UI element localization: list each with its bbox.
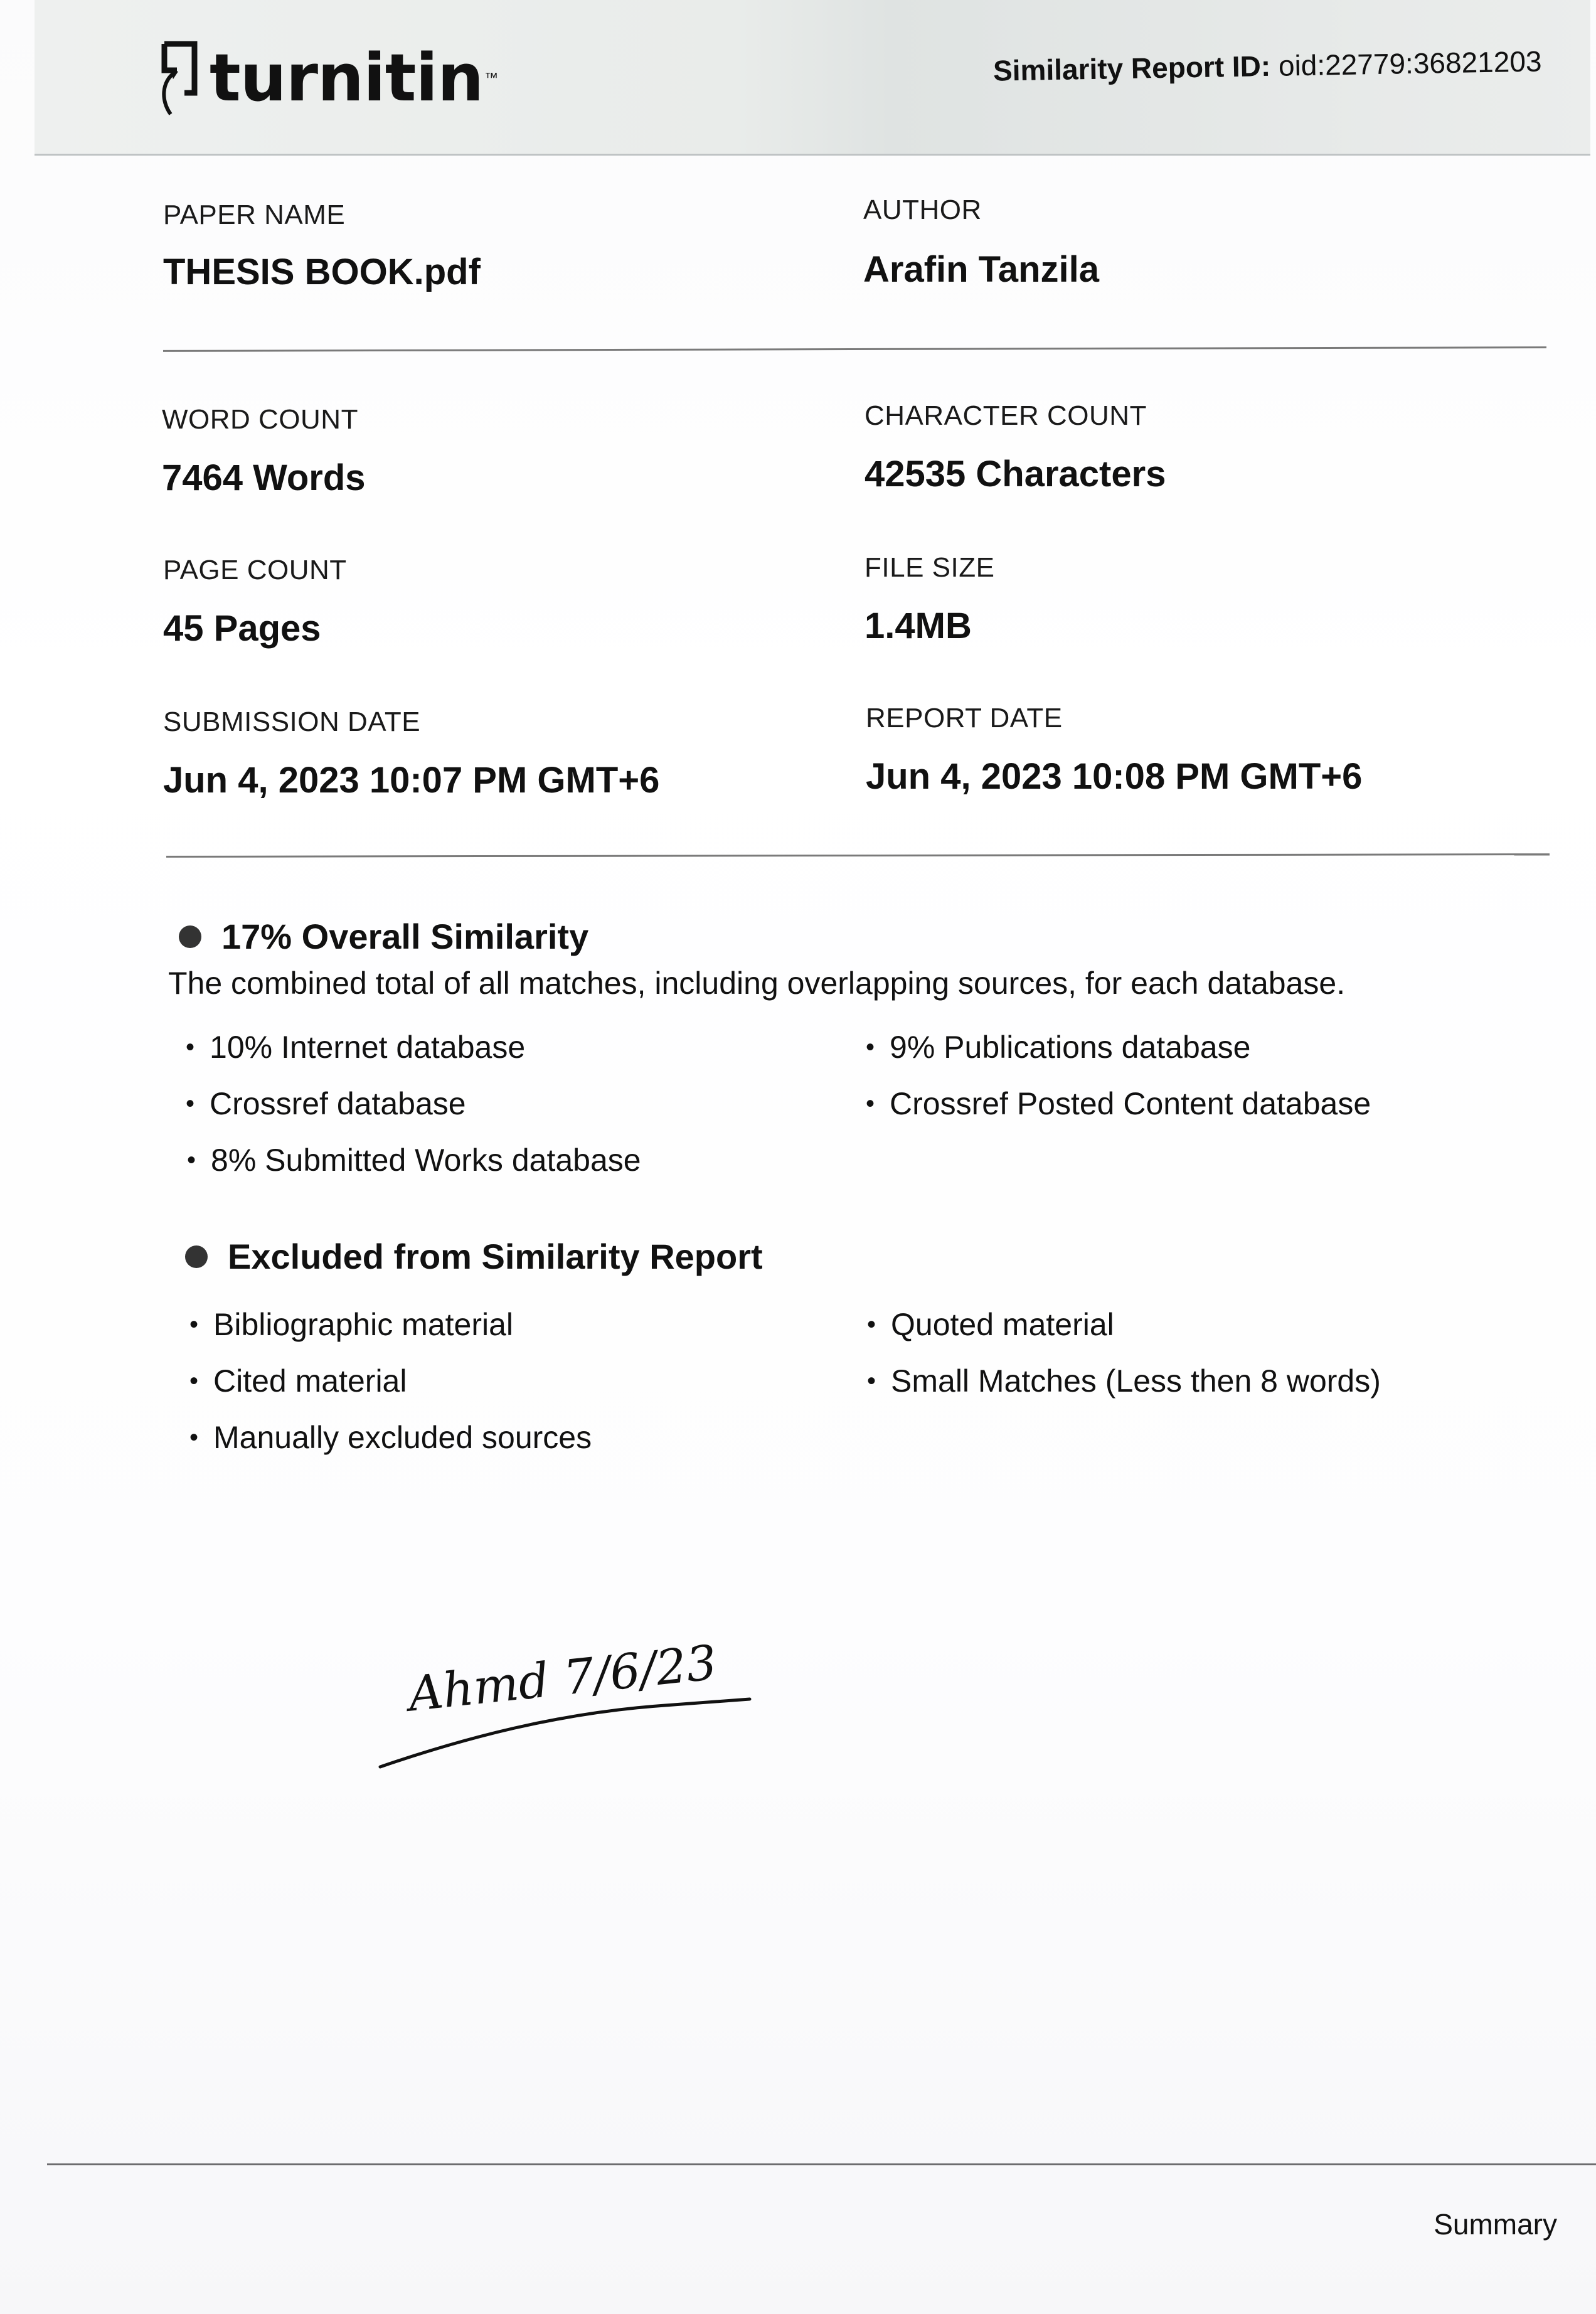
character-count-value: 42535 Characters — [864, 454, 1166, 494]
author-value: Arafin Tanzila — [863, 249, 1099, 290]
submission-date-value: Jun 4, 2023 10:07 PM GMT+6 — [163, 760, 660, 801]
word-count-label: WORD COUNT — [162, 404, 358, 435]
list-item: • Crossref Posted Content database — [866, 1086, 1371, 1121]
paper-name-label: PAPER NAME — [163, 200, 346, 230]
footer-divider — [47, 2163, 1596, 2165]
list-item: • 8% Submitted Works database — [187, 1143, 641, 1178]
list-item: • Quoted material — [867, 1307, 1114, 1342]
word-count-value: 7464 Words — [162, 457, 366, 498]
character-count-label: CHARACTER COUNT — [864, 400, 1147, 431]
list-item: • 10% Internet database — [186, 1030, 526, 1065]
page-count-value: 45 Pages — [163, 608, 321, 649]
list-item: • Small Matches (Less then 8 words) — [867, 1363, 1381, 1399]
divider — [163, 346, 1546, 352]
report-date-value: Jun 4, 2023 10:08 PM GMT+6 — [866, 756, 1363, 797]
turnitin-logo — [158, 38, 498, 118]
author-label: AUTHOR — [863, 195, 982, 225]
divider — [166, 853, 1550, 858]
turnitin-logo-icon — [158, 38, 201, 118]
list-item: • 9% Publications database — [866, 1030, 1251, 1065]
overall-similarity-title: 17% Overall Similarity — [221, 917, 589, 956]
file-size-label: FILE SIZE — [864, 552, 995, 583]
brand-name: turnitin — [210, 40, 484, 116]
list-item: • Crossref database — [186, 1086, 466, 1121]
excluded-heading — [185, 1236, 763, 1277]
list-item: • Cited material — [189, 1363, 407, 1399]
bullet-dot-icon — [185, 1245, 208, 1268]
bullet-dot-icon — [179, 925, 201, 948]
submission-date-label: SUBMISSION DATE — [163, 706, 421, 737]
list-item: • Bibliographic material — [189, 1307, 514, 1342]
paper-name-value: THESIS BOOK.pdf — [163, 252, 481, 292]
page-count-label: PAGE COUNT — [163, 555, 347, 585]
report-id-label: Similarity Report ID: — [993, 49, 1272, 87]
report-date-label: REPORT DATE — [866, 703, 1063, 733]
excluded-title: Excluded from Similarity Report — [228, 1237, 763, 1276]
file-size-value: 1.4MB — [864, 605, 972, 646]
brand-trademark: ™ — [484, 70, 499, 85]
footer-summary-label: Summary — [1434, 2208, 1557, 2241]
handwritten-signature — [370, 1634, 778, 1794]
list-item: • Manually excluded sources — [189, 1420, 592, 1455]
overall-similarity-heading — [179, 916, 588, 957]
report-id-value: oid:22779:36821203 — [1279, 45, 1543, 82]
signature-text: Ahmd 7/6/23 — [405, 1634, 720, 1722]
signature-underline — [370, 1644, 778, 1794]
similarity-description: The combined total of all matches, including overlapping sources, for each database. — [168, 966, 1346, 1001]
